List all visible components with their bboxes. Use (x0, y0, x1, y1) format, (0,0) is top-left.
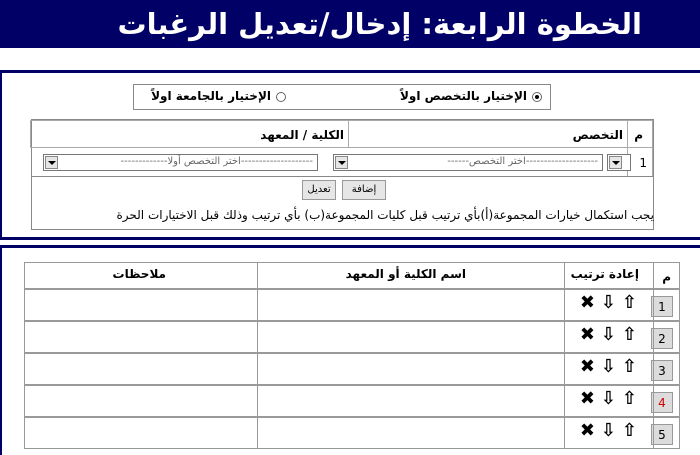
chevron-down-icon (45, 156, 58, 169)
choice-mode-group (133, 84, 551, 110)
table-row (24, 321, 680, 353)
notes-cell (24, 417, 258, 449)
panel-border (0, 248, 2, 455)
college-cell (257, 289, 565, 321)
college-cell (257, 417, 565, 449)
major-first-label: الإختيار بالتخصص اولاً (399, 89, 527, 103)
arrow-up-icon[interactable]: ⇧ (621, 420, 637, 441)
college-cell (257, 385, 565, 417)
col-major-header: التخصص (348, 120, 628, 148)
arrow-down-icon[interactable]: ⇩ (600, 388, 616, 409)
num-column-header: م (653, 262, 680, 289)
delete-icon[interactable]: ✖ (579, 388, 595, 409)
arrow-down-icon[interactable]: ⇩ (600, 356, 616, 377)
row-num-cell (653, 385, 680, 417)
row-num-cell (653, 289, 680, 321)
panel-border (0, 73, 2, 237)
delete-icon[interactable]: ✖ (579, 324, 595, 345)
page-title: الخطوة الرابعة: إدخال/تعديل الرغبات (117, 7, 642, 41)
row-num-cell: 1 (627, 147, 653, 177)
chevron-down-icon (609, 156, 622, 169)
row-number-button[interactable]: 5 (651, 424, 673, 445)
table-row (24, 289, 680, 321)
row-num-cell (653, 417, 680, 449)
table-header-row (24, 262, 680, 289)
arrow-down-icon[interactable]: ⇩ (600, 420, 616, 441)
rules-note: يجب استكمال خيارات المجموعة(أ)بأي ترتيب قبل كليات المجموعة(ب) بأي ترتيب وذلك قبل الاختيارات الحرة (116, 208, 654, 222)
reorder-cell (564, 321, 654, 353)
arrow-down-icon[interactable]: ⇩ (600, 324, 616, 345)
arrow-up-icon[interactable]: ⇧ (621, 388, 637, 409)
notes-cell (24, 385, 258, 417)
notes-column-header: ملاحظات (24, 262, 258, 289)
college-select[interactable]: --------------------اختر التخصص أولا------------- (43, 154, 318, 171)
row-number-button[interactable]: 1 (651, 296, 673, 317)
add-button[interactable]: إضافة (342, 180, 386, 200)
arrow-down-icon[interactable]: ⇩ (600, 292, 616, 313)
delete-icon[interactable]: ✖ (579, 356, 595, 377)
page-header (0, 0, 700, 48)
table-row (24, 353, 680, 385)
university-first-label: الإختيار بالجامعة اولاً (151, 89, 271, 103)
college-column-header: اسم الكلية أو المعهد (257, 262, 565, 289)
college-cell (257, 353, 565, 385)
delete-icon[interactable]: ✖ (579, 292, 595, 313)
row-number-button[interactable]: 2 (651, 328, 673, 349)
college-cell (257, 321, 565, 353)
reorder-column-header: إعادة ترتيب (564, 262, 654, 289)
row-number-button[interactable]: 3 (651, 360, 673, 381)
notes-cell (24, 321, 258, 353)
row-num-cell (653, 353, 680, 385)
reorder-cell (564, 417, 654, 449)
col-num-header: م (627, 120, 653, 148)
row-order-select[interactable] (607, 154, 631, 171)
table-row (24, 385, 680, 417)
reorder-cell (564, 353, 654, 385)
delete-icon[interactable]: ✖ (579, 420, 595, 441)
major-first-radio[interactable] (532, 92, 542, 102)
notes-cell (24, 353, 258, 385)
arrow-up-icon[interactable]: ⇧ (621, 324, 637, 345)
arrow-up-icon[interactable]: ⇧ (621, 292, 637, 313)
row-number-button[interactable]: 4 (651, 392, 673, 413)
reorder-cell (564, 289, 654, 321)
edit-button[interactable]: تعديل (302, 180, 336, 200)
table-row (24, 417, 680, 449)
chevron-down-icon (335, 156, 348, 169)
notes-cell (24, 289, 258, 321)
wish-entry-grid (31, 119, 654, 177)
col-college-header: الكلية / المعهد (30, 120, 349, 148)
major-select[interactable]: --------------------اختر التخصص------ (333, 154, 603, 171)
reorder-cell (564, 385, 654, 417)
university-first-radio[interactable] (276, 92, 286, 102)
row-num-cell (653, 321, 680, 353)
arrow-up-icon[interactable]: ⇧ (621, 356, 637, 377)
